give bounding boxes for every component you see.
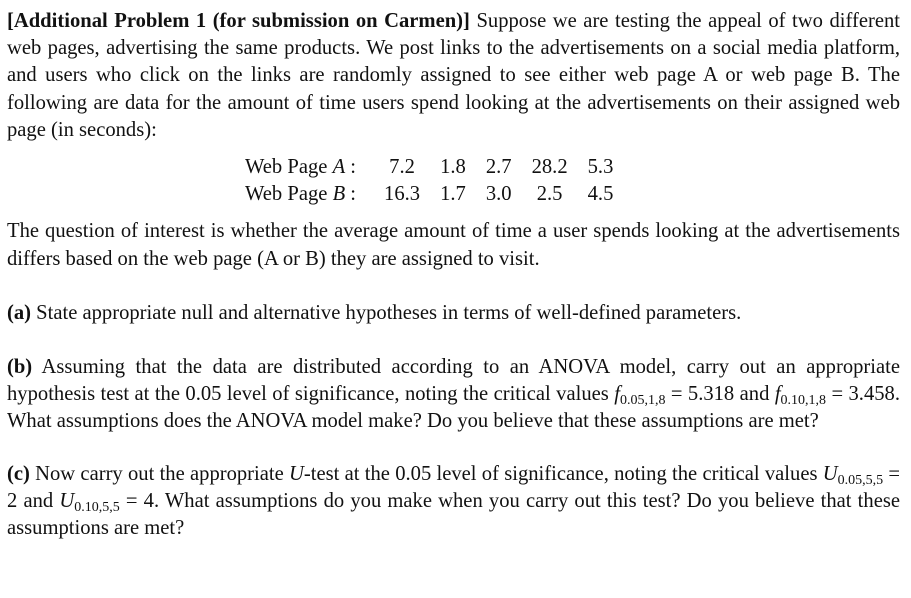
part-b-text-1: Assuming that the data are distributed according to an ANOVA model, carry out an appropriate hypothesis test at the 0.05 level of significance, noting the critical values [7, 356, 900, 406]
table-row-web-page-b [245, 181, 623, 208]
problem-heading: [Additional Problem 1 (for submission on Carmen)] [7, 10, 470, 32]
part-c-crit2-value: = 4 [119, 489, 154, 512]
part-a-label: (a) [7, 301, 32, 324]
part-c-crit1-value: = 2 [7, 462, 901, 512]
part-c-crit1-subscript: 0.05,5,5 [837, 472, 884, 488]
part-b-crit2-value: = 3.458 [826, 383, 895, 406]
part-c-text-test: -test at the 0.05 level of significance, noting the critical values [303, 462, 823, 485]
table-cell: 2.5 [536, 183, 563, 206]
part-c-text-2: . What assumptions do you make when you carry out this test? Do you believe that these assumptions are met? [7, 489, 900, 540]
part-c-crit1-symbol: U [822, 462, 838, 485]
table-cell: 28.2 [531, 156, 568, 179]
table-cell: 1.7 [440, 183, 466, 206]
table-cell: 5.3 [587, 156, 614, 179]
row-label-var: B [332, 183, 346, 206]
document-body [7, 8, 900, 542]
part-b-and: and [734, 383, 775, 406]
problem-intro-text: Suppose we are testing the appeal of two different web pages, advertising the same products. We post links to the advertisements on a social media platform, and users who click on the links are randomly assigned to see either web page A or web page B. The following are data for the amount of time users spend looking at the advertisements on their assigned web page (in seconds): [7, 10, 900, 141]
table-cell: 2.7 [485, 156, 512, 179]
part-c-crit2-subscript: 0.10,5,5 [74, 499, 120, 515]
row-label-prefix: Web Page [245, 156, 333, 179]
part-c-crit2-symbol: U [59, 489, 75, 512]
part-b-crit1-subscript: 0.05,1,8 [619, 393, 666, 409]
part-b [7, 354, 900, 436]
part-c-and: and [17, 489, 60, 512]
row-label-var: A [332, 156, 346, 179]
part-b-text-2: . What assumptions does the ANOVA model make? Do you believe that these assumptions are met? [7, 383, 900, 433]
row-label-prefix: Web Page [245, 183, 333, 206]
table-cell: 4.5 [587, 183, 614, 206]
table-row-web-page-a [245, 154, 623, 181]
question-paragraph: The question of interest is whether the average amount of time a user spends looking at the advertisements differs based on the web page (A or B) they are assigned to visit. [7, 220, 900, 270]
part-b-crit1-symbol: f [614, 383, 620, 406]
row-label [245, 181, 374, 208]
row-label-suffix: : [345, 156, 357, 179]
part-c-label: (c) [7, 462, 30, 485]
part-c-test-symbol: U [289, 462, 304, 485]
part-c [7, 461, 900, 543]
row-label [245, 154, 374, 181]
data-table-wrap [245, 154, 900, 208]
table-cell: 7.2 [389, 156, 415, 179]
part-b-crit2-subscript: 0.10,1,8 [780, 393, 827, 409]
part-c-text-1: Now carry out the appropriate [29, 462, 290, 485]
table-cell: 3.0 [485, 183, 512, 206]
part-b-crit1-value: = 5.318 [665, 383, 735, 406]
table-cell: 1.8 [440, 156, 466, 179]
table-cell: 16.3 [384, 183, 421, 206]
part-a-text: State appropriate null and alternative hypotheses in terms of well-defined parameters. [31, 301, 742, 324]
part-b-crit2-symbol: f [774, 383, 781, 406]
part-a [7, 300, 900, 327]
row-label-suffix: : [345, 183, 357, 206]
part-b-label: (b) [7, 356, 33, 379]
data-table [245, 154, 623, 208]
problem-intro [7, 8, 900, 144]
